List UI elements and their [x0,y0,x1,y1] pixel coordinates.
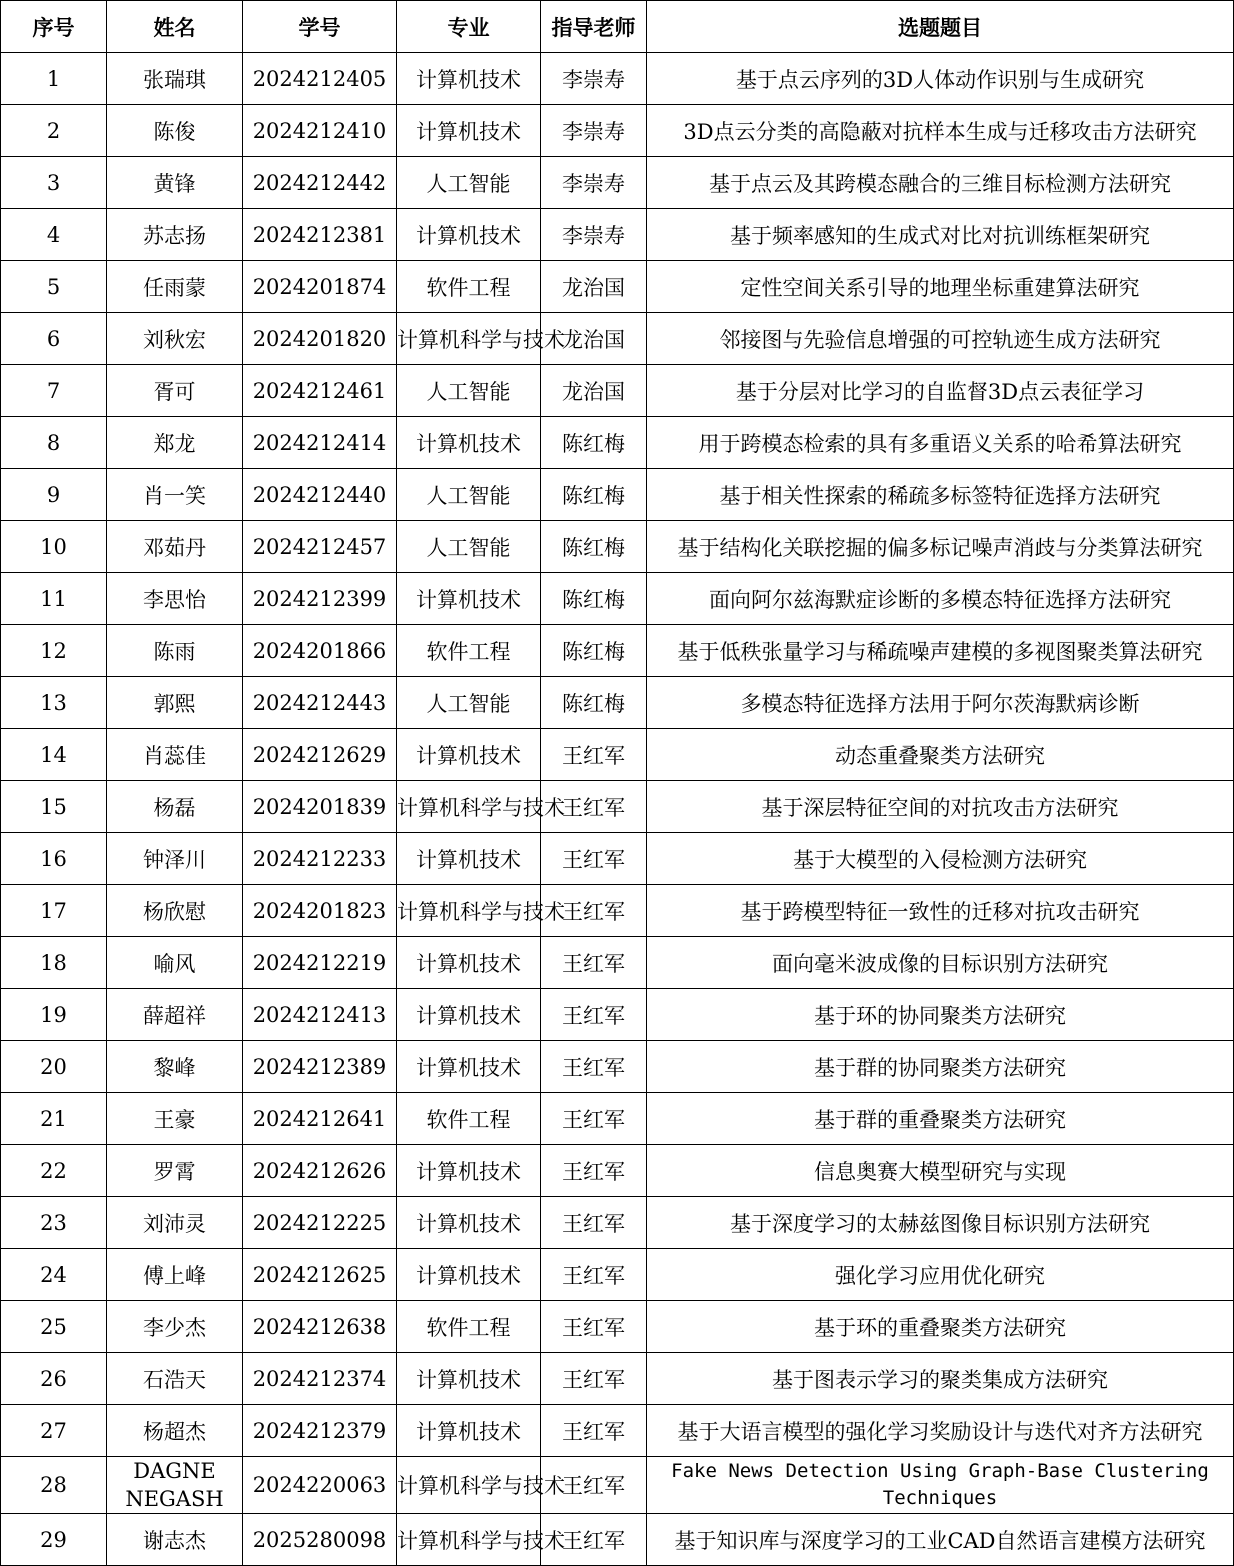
cell-topic: 基于跨模型特征一致性的迁移对抗攻击研究 [647,885,1234,937]
table-row [1,781,1234,833]
cell-name: 邓茹丹 [107,521,243,573]
cell-student-id: 2024201866 [243,625,397,677]
cell-advisor: 王红军 [541,1093,647,1145]
cell-topic: Fake News Detection Using Graph-Base Clustering Techniques [647,1457,1234,1514]
cell-major: 计算机科学与技术 [397,781,541,833]
cell-no: 24 [1,1249,107,1301]
cell-student-id: 2024201820 [243,313,397,365]
cell-major: 计算机技术 [397,209,541,261]
cell-name: 刘沛灵 [107,1197,243,1249]
table-row [1,625,1234,677]
cell-name: 郑龙 [107,417,243,469]
cell-topic: 基于频率感知的生成式对比对抗训练框架研究 [647,209,1234,261]
cell-major: 人工智能 [397,365,541,417]
cell-student-id: 2024212233 [243,833,397,885]
cell-advisor: 李崇寿 [541,53,647,105]
cell-advisor: 陈红梅 [541,573,647,625]
table-row [1,521,1234,573]
table-row [1,833,1234,885]
cell-student-id: 2024212629 [243,729,397,781]
cell-topic: 基于群的重叠聚类方法研究 [647,1093,1234,1145]
cell-advisor: 陈红梅 [541,521,647,573]
cell-topic: 多模态特征选择方法用于阿尔茨海默病诊断 [647,677,1234,729]
cell-name: 陈俊 [107,105,243,157]
cell-student-id: 2024220063 [243,1457,397,1514]
cell-student-id: 2024212414 [243,417,397,469]
table-row [1,885,1234,937]
cell-name: 杨超杰 [107,1405,243,1457]
table-row [1,1145,1234,1197]
table-row [1,1405,1234,1457]
cell-major: 计算机技术 [397,937,541,989]
cell-topic: 基于点云序列的3D人体动作识别与生成研究 [647,53,1234,105]
cell-student-id: 2024212461 [243,365,397,417]
cell-major: 计算机科学与技术 [397,1514,541,1566]
table-row [1,989,1234,1041]
cell-no: 25 [1,1301,107,1353]
cell-no: 27 [1,1405,107,1457]
cell-advisor: 王红军 [541,1041,647,1093]
table-row [1,1514,1234,1566]
cell-major: 计算机技术 [397,1041,541,1093]
cell-major: 计算机技术 [397,417,541,469]
cell-name: 谢志杰 [107,1514,243,1566]
cell-no: 1 [1,53,107,105]
cell-topic: 基于大模型的入侵检测方法研究 [647,833,1234,885]
cell-student-id: 2024212405 [243,53,397,105]
header-student-id: 学号 [243,1,397,53]
cell-no: 5 [1,261,107,313]
cell-major: 软件工程 [397,625,541,677]
cell-student-id: 2024201839 [243,781,397,833]
cell-no: 20 [1,1041,107,1093]
cell-name: 胥可 [107,365,243,417]
cell-name: 薛超祥 [107,989,243,1041]
cell-student-id: 2024212440 [243,469,397,521]
cell-no: 4 [1,209,107,261]
cell-topic: 基于深层特征空间的对抗攻击方法研究 [647,781,1234,833]
cell-topic: 基于相关性探索的稀疏多标签特征选择方法研究 [647,469,1234,521]
cell-major: 人工智能 [397,521,541,573]
header-row [1,1,1234,53]
table-row [1,417,1234,469]
cell-major: 计算机技术 [397,53,541,105]
cell-no: 15 [1,781,107,833]
cell-no: 12 [1,625,107,677]
cell-name: 黄锋 [107,157,243,209]
cell-student-id: 2024212381 [243,209,397,261]
cell-name: 肖蕊佳 [107,729,243,781]
cell-advisor: 陈红梅 [541,469,647,521]
cell-student-id: 2024201874 [243,261,397,313]
cell-no: 16 [1,833,107,885]
table-row [1,677,1234,729]
cell-name: 苏志扬 [107,209,243,261]
cell-major: 人工智能 [397,677,541,729]
cell-topic: 信息奥赛大模型研究与实现 [647,1145,1234,1197]
cell-name: 罗霄 [107,1145,243,1197]
cell-topic: 基于知识库与深度学习的工业CAD自然语言建模方法研究 [647,1514,1234,1566]
table-row [1,1301,1234,1353]
cell-student-id: 2024212399 [243,573,397,625]
cell-name: 钟泽川 [107,833,243,885]
cell-advisor: 龙治国 [541,365,647,417]
cell-topic: 面向阿尔兹海默症诊断的多模态特征选择方法研究 [647,573,1234,625]
table-row [1,937,1234,989]
cell-advisor: 王红军 [541,1353,647,1405]
header-advisor: 指导老师 [541,1,647,53]
table-row [1,157,1234,209]
cell-no: 21 [1,1093,107,1145]
cell-major: 人工智能 [397,157,541,209]
cell-student-id: 2025280098 [243,1514,397,1566]
cell-topic: 基于图表示学习的聚类集成方法研究 [647,1353,1234,1405]
cell-student-id: 2024212225 [243,1197,397,1249]
cell-topic: 基于点云及其跨模态融合的三维目标检测方法研究 [647,157,1234,209]
cell-advisor: 王红军 [541,1457,647,1514]
cell-advisor: 王红军 [541,729,647,781]
cell-major: 软件工程 [397,1301,541,1353]
cell-no: 6 [1,313,107,365]
table-row [1,573,1234,625]
cell-name: 傅上峰 [107,1249,243,1301]
cell-name: 李思怡 [107,573,243,625]
cell-advisor: 王红军 [541,937,647,989]
cell-major: 计算机科学与技术 [397,313,541,365]
cell-major: 计算机技术 [397,1353,541,1405]
cell-student-id: 2024212626 [243,1145,397,1197]
cell-no: 18 [1,937,107,989]
cell-major: 计算机技术 [397,1197,541,1249]
table-row [1,729,1234,781]
cell-name: 杨磊 [107,781,243,833]
cell-advisor: 王红军 [541,1197,647,1249]
cell-name: 王豪 [107,1093,243,1145]
cell-topic: 邻接图与先验信息增强的可控轨迹生成方法研究 [647,313,1234,365]
cell-advisor: 李崇寿 [541,105,647,157]
cell-name: DAGNE NEGASH [107,1457,243,1514]
cell-major: 计算机技术 [397,1145,541,1197]
cell-no: 17 [1,885,107,937]
cell-student-id: 2024212410 [243,105,397,157]
cell-advisor: 李崇寿 [541,157,647,209]
cell-name: 任雨蒙 [107,261,243,313]
table-row [1,1353,1234,1405]
table-row [1,365,1234,417]
cell-major: 软件工程 [397,1093,541,1145]
cell-no: 11 [1,573,107,625]
cell-topic: 基于环的协同聚类方法研究 [647,989,1234,1041]
table-body [1,53,1234,1566]
cell-no: 9 [1,469,107,521]
table-row [1,1197,1234,1249]
cell-name: 杨欣慰 [107,885,243,937]
table-row [1,1093,1234,1145]
cell-major: 计算机技术 [397,729,541,781]
cell-advisor: 王红军 [541,1301,647,1353]
cell-no: 28 [1,1457,107,1514]
cell-advisor: 王红军 [541,885,647,937]
cell-topic: 基于大语言模型的强化学习奖励设计与迭代对齐方法研究 [647,1405,1234,1457]
cell-no: 7 [1,365,107,417]
cell-major: 人工智能 [397,469,541,521]
table-row [1,469,1234,521]
cell-no: 3 [1,157,107,209]
table-row [1,1249,1234,1301]
cell-topic: 强化学习应用优化研究 [647,1249,1234,1301]
cell-student-id: 2024212379 [243,1405,397,1457]
cell-major: 计算机技术 [397,1405,541,1457]
header-topic: 选题题目 [647,1,1234,53]
cell-name: 郭熙 [107,677,243,729]
cell-advisor: 王红军 [541,1249,647,1301]
cell-no: 14 [1,729,107,781]
cell-student-id: 2024212413 [243,989,397,1041]
cell-name: 喻风 [107,937,243,989]
table-row [1,105,1234,157]
cell-student-id: 2024212641 [243,1093,397,1145]
cell-advisor: 王红军 [541,1514,647,1566]
header-no: 序号 [1,1,107,53]
cell-major: 计算机技术 [397,833,541,885]
cell-major: 计算机技术 [397,989,541,1041]
cell-major: 计算机技术 [397,573,541,625]
cell-no: 19 [1,989,107,1041]
cell-student-id: 2024212457 [243,521,397,573]
cell-student-id: 2024212219 [243,937,397,989]
cell-advisor: 陈红梅 [541,417,647,469]
cell-advisor: 王红军 [541,1145,647,1197]
cell-no: 29 [1,1514,107,1566]
cell-name: 张瑞琪 [107,53,243,105]
cell-name: 刘秋宏 [107,313,243,365]
cell-topic: 定性空间关系引导的地理坐标重建算法研究 [647,261,1234,313]
cell-topic: 基于低秩张量学习与稀疏噪声建模的多视图聚类算法研究 [647,625,1234,677]
table-row [1,313,1234,365]
cell-major: 计算机科学与技术 [397,1457,541,1514]
cell-advisor: 王红军 [541,833,647,885]
cell-major: 计算机科学与技术 [397,885,541,937]
cell-no: 2 [1,105,107,157]
cell-topic: 3D点云分类的高隐蔽对抗样本生成与迁移攻击方法研究 [647,105,1234,157]
cell-topic: 基于群的协同聚类方法研究 [647,1041,1234,1093]
table-row [1,209,1234,261]
table-row [1,53,1234,105]
cell-topic: 动态重叠聚类方法研究 [647,729,1234,781]
header-major: 专业 [397,1,541,53]
cell-topic: 基于深度学习的太赫兹图像目标识别方法研究 [647,1197,1234,1249]
cell-name: 陈雨 [107,625,243,677]
cell-no: 10 [1,521,107,573]
cell-topic: 基于环的重叠聚类方法研究 [647,1301,1234,1353]
cell-student-id: 2024212389 [243,1041,397,1093]
cell-advisor: 王红军 [541,781,647,833]
cell-no: 22 [1,1145,107,1197]
cell-advisor: 陈红梅 [541,677,647,729]
header-name: 姓名 [107,1,243,53]
cell-advisor: 王红军 [541,989,647,1041]
cell-major: 计算机技术 [397,1249,541,1301]
cell-student-id: 2024212625 [243,1249,397,1301]
cell-name: 黎峰 [107,1041,243,1093]
cell-topic: 基于分层对比学习的自监督3D点云表征学习 [647,365,1234,417]
cell-advisor: 王红军 [541,1405,647,1457]
cell-name: 李少杰 [107,1301,243,1353]
cell-advisor: 龙治国 [541,313,647,365]
cell-student-id: 2024212442 [243,157,397,209]
cell-no: 13 [1,677,107,729]
cell-topic: 面向毫米波成像的目标识别方法研究 [647,937,1234,989]
cell-student-id: 2024212638 [243,1301,397,1353]
table-row [1,261,1234,313]
cell-advisor: 陈红梅 [541,625,647,677]
cell-major: 软件工程 [397,261,541,313]
cell-student-id: 2024201823 [243,885,397,937]
cell-no: 26 [1,1353,107,1405]
cell-advisor: 李崇寿 [541,209,647,261]
cell-no: 23 [1,1197,107,1249]
table-row [1,1457,1234,1514]
cell-advisor: 龙治国 [541,261,647,313]
cell-topic: 用于跨模态检索的具有多重语义关系的哈希算法研究 [647,417,1234,469]
table-row [1,1041,1234,1093]
cell-student-id: 2024212443 [243,677,397,729]
cell-topic: 基于结构化关联挖掘的偏多标记噪声消歧与分类算法研究 [647,521,1234,573]
cell-student-id: 2024212374 [243,1353,397,1405]
cell-name: 石浩天 [107,1353,243,1405]
cell-name: 肖一笑 [107,469,243,521]
cell-major: 计算机技术 [397,105,541,157]
cell-no: 8 [1,417,107,469]
